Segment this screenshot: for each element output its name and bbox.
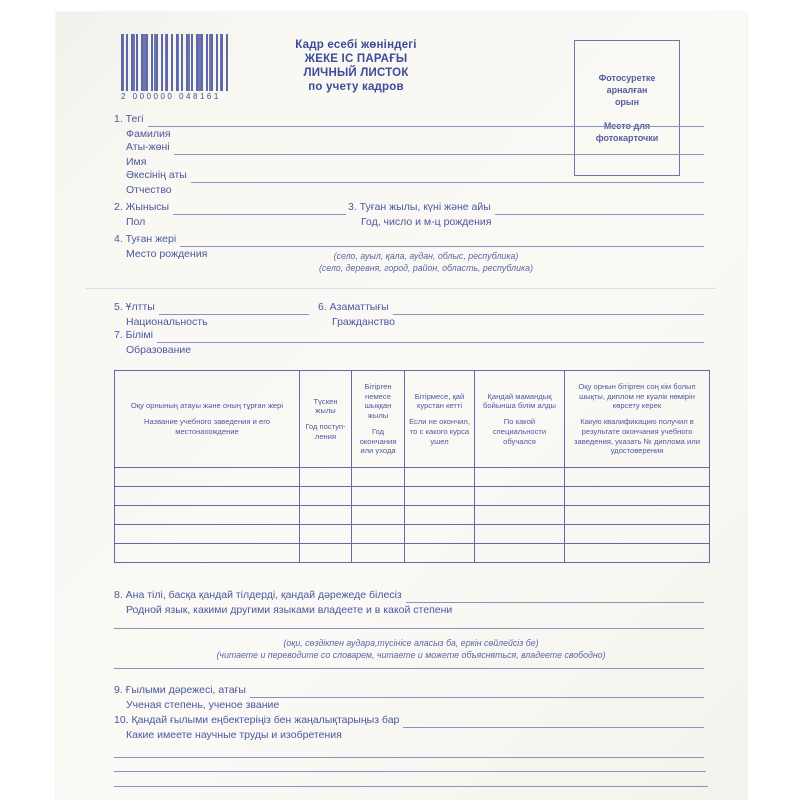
table-cell: [475, 544, 565, 563]
field-languages-line: [114, 590, 704, 603]
field-nationality-label-kk: 5. Ұлтты: [114, 301, 155, 313]
photo-box-kk-1: Фотосуретке: [598, 72, 656, 83]
works-blank-line-1: [114, 757, 704, 758]
field-citizenship-label-ru: Гражданство: [332, 316, 395, 328]
field-surname-line: [114, 114, 704, 127]
table-cell: [300, 525, 352, 544]
table-cell: [565, 544, 710, 563]
col-header-qualification-ru: Какую квалификацию получил в результате окончания учебного заведения, указать № диплома или удостоверения: [574, 417, 700, 456]
field-education-line: [114, 330, 704, 343]
col-header-course-left-ru: Если не окончил, то с какого курса ушел: [409, 417, 470, 446]
photo-placeholder-box: [574, 40, 680, 176]
col-header-year-entered-kk: Түскен жылы: [313, 396, 338, 416]
col-header-institution-ru: Название учебного заведения и его местонахождение: [143, 417, 271, 436]
field-education-label-kk: 7. Білімі: [114, 329, 153, 341]
languages-blank-line-2: [114, 668, 704, 669]
table-cell: [405, 506, 475, 525]
table-cell: [300, 506, 352, 525]
table-cell: [565, 525, 710, 544]
col-header-year-finished-ru: Год окончания или ухода: [359, 426, 397, 456]
col-header-qualification: [565, 371, 710, 468]
field-name-input-line: [174, 151, 704, 155]
table-cell: [475, 487, 565, 506]
title-line-kk2: ЖЕКЕ ІС ПАРАҒЫ: [304, 53, 408, 66]
table-cell: [405, 468, 475, 487]
table-cell: [300, 487, 352, 506]
table-cell: [475, 468, 565, 487]
field-patronymic-label-ru: Отчество: [126, 184, 172, 196]
table-cell: [475, 506, 565, 525]
field-nationality-label-ru: Национальность: [126, 316, 208, 328]
table-cell: [115, 506, 300, 525]
table-row: [115, 506, 710, 525]
col-header-speciality: [475, 371, 565, 468]
table-cell: [475, 525, 565, 544]
col-header-year-entered-ru: Год поступ- ления: [305, 422, 346, 441]
table-cell: [115, 544, 300, 563]
field-sex-label-kk: 2. Жынысы: [114, 201, 170, 213]
field-birthdate-input-line: [495, 211, 704, 215]
field-languages-label-ru: Родной язык, какими другими языками владеете и в какой степени: [126, 604, 453, 616]
col-header-speciality-ru: По какой специальности обучался: [492, 417, 547, 446]
barcode-digits: 2 000000 048161: [121, 92, 221, 101]
field-sex-label-ru: Пол: [126, 216, 146, 228]
form-title: [221, 38, 491, 94]
field-birthplace-hint-ru: (село, деревня, город, район, область, республика): [318, 263, 534, 273]
title-line-ru2: по учету кадров: [308, 81, 404, 94]
field-birthplace-input-line: [180, 243, 704, 247]
field-patronymic-input-line: [191, 179, 704, 183]
title-line-kk1: Кадр есебі жөніндегі: [295, 39, 417, 51]
languages-blank-line: [114, 628, 704, 629]
field-citizenship-input-line: [393, 311, 704, 315]
col-header-speciality-kk: Қандай мамандық бойынша білім алды: [483, 391, 556, 411]
table-cell: [405, 525, 475, 544]
field-education-label-ru: Образование: [126, 344, 192, 356]
field-sex-input-line: [173, 211, 346, 215]
field-birthplace-hint-kk: (село, ауыл, қала, аудан, облыс, республика): [333, 251, 519, 261]
col-header-year-entered: [300, 371, 352, 468]
field-name-label-kk: Аты-жөні: [126, 141, 170, 153]
photo-box-kk-2: арналған: [606, 84, 648, 95]
barcode-bars: [121, 34, 229, 91]
table-cell: [352, 506, 405, 525]
field-surname-label-ru: Фамилия: [126, 128, 171, 140]
table-cell: [115, 487, 300, 506]
table-cell: [300, 468, 352, 487]
field-works-line: [114, 715, 704, 728]
field-degree-input-line: [250, 694, 704, 698]
field-education-input-line: [157, 339, 704, 343]
education-table-header-row: [115, 371, 710, 468]
table-cell: [115, 525, 300, 544]
works-blank-line-3: [114, 786, 708, 787]
photo-box-ru-2: фотокарточки: [595, 133, 659, 144]
field-nationality-line: [114, 302, 309, 315]
photo-box-ru-1: Место для: [603, 121, 651, 132]
table-row: [115, 487, 710, 506]
works-blank-line-2: [114, 771, 706, 772]
table-cell: [405, 544, 475, 563]
field-nationality-input-line: [159, 311, 309, 315]
languages-hint-kk: (оқи, сөздікпен аудара,түсінісе аласыз ба, еркін сөйлейсіз бе): [283, 638, 539, 648]
col-header-year-finished-kk: Бітірген немесе шыққан жылы: [364, 381, 392, 421]
table-cell: [565, 487, 710, 506]
field-birthdate-label-ru: Год, число и м-ц рождения: [361, 216, 492, 228]
field-birthplace-label-ru: Место рождения: [126, 248, 208, 260]
table-row: [115, 525, 710, 544]
col-header-institution: [115, 371, 300, 468]
title-line-ru1: ЛИЧНЫЙ ЛИСТОК: [303, 67, 409, 80]
table-row: [115, 468, 710, 487]
field-patronymic-label-kk: Әкесінің аты: [126, 169, 187, 181]
field-birthdate-line: [348, 202, 704, 215]
field-birthplace-line: [114, 234, 704, 247]
field-works-label-kk: 10. Қандай ғылыми еңбектеріңіз бен жаңалықтарыңыз бар: [114, 714, 400, 726]
table-cell: [405, 487, 475, 506]
photo-box-kk-3: орын: [614, 96, 640, 107]
table-cell: [352, 487, 405, 506]
education-table: [114, 370, 710, 563]
col-header-course-left-kk: Бітірмесе, қай курстан кетті: [414, 391, 465, 411]
field-languages-label-kk: 8. Ана тілі, басқа қандай тілдерді, қандай дәрежеде білесіз: [114, 589, 402, 601]
barcode: [121, 34, 229, 101]
table-cell: [565, 468, 710, 487]
field-languages-input-line: [406, 599, 704, 603]
languages-hint-ru: (читаете и переводите со словарем, читаете и можете объясняться, владеете свободно): [216, 650, 606, 660]
field-surname-input-line: [148, 123, 704, 127]
table-cell: [300, 544, 352, 563]
field-birthplace-label-kk: 4. Туған жері: [114, 233, 177, 245]
col-header-course-left: [405, 371, 475, 468]
field-birthdate-label-kk: 3. Туған жылы, күні және айы: [348, 201, 491, 213]
field-degree-line: [114, 685, 704, 698]
field-patronymic-line: [126, 170, 704, 183]
table-cell: [115, 468, 300, 487]
table-cell: [565, 506, 710, 525]
section-divider: [86, 288, 716, 289]
col-header-year-finished: [352, 371, 405, 468]
field-name-label-ru: Имя: [126, 156, 147, 168]
table-cell: [352, 544, 405, 563]
field-sex-line: [114, 202, 346, 215]
table-row: [115, 544, 710, 563]
table-cell: [352, 525, 405, 544]
table-cell: [352, 468, 405, 487]
field-name-line: [126, 142, 704, 155]
form-page: [56, 12, 747, 800]
field-citizenship-label-kk: 6. Азаматтығы: [318, 301, 389, 313]
col-header-institution-kk: Оқу орнының атауы және оның тұрған жері: [130, 401, 284, 411]
field-degree-label-ru: Ученая степень, ученое звание: [126, 699, 280, 711]
field-degree-label-kk: 9. Ғылыми дәрежесі, атағы: [114, 684, 246, 696]
field-surname-label-kk: 1. Тегі: [114, 113, 144, 125]
field-works-label-ru: Какие имеете научные труды и изобретения: [126, 729, 342, 741]
col-header-qualification-kk: Оқу орнын бітірген соң кім болып шықты, диплом не куәлік нөмірін көрсету керек: [578, 381, 696, 411]
field-citizenship-line: [318, 302, 704, 315]
field-works-input-line: [403, 724, 704, 728]
